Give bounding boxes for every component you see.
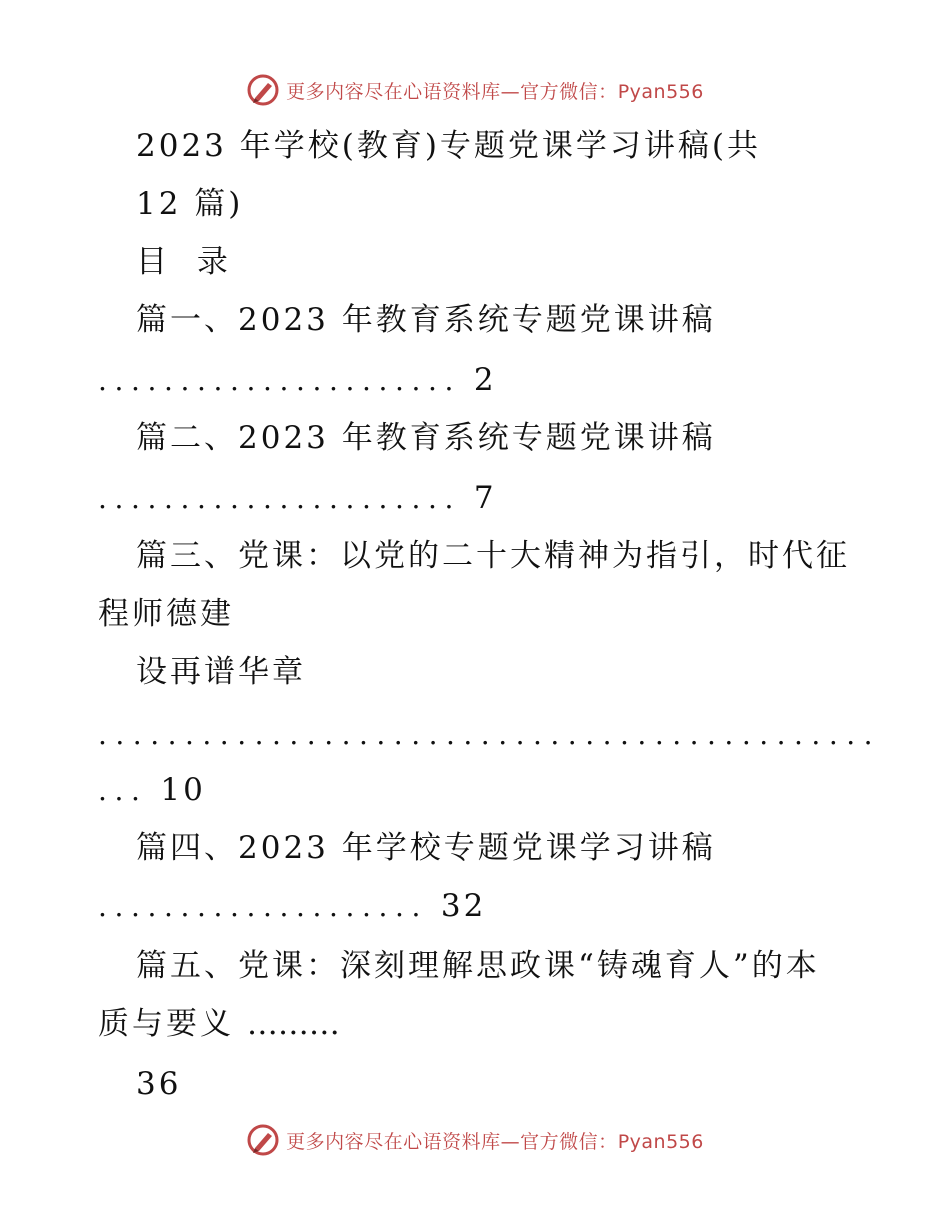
toc-entry-2-title: 篇二、2023 年教育系统专题党课讲稿 <box>136 420 716 456</box>
toc-entry-5-title-line1: 篇五、党课：深刻理解思政课“铸魂育人”的本 <box>136 948 820 984</box>
banner-separator: — <box>500 80 521 103</box>
toc-entry-4-page: 32 <box>440 888 487 924</box>
toc-heading: 目 录 <box>136 244 238 280</box>
footer-banner-wechat-id: Pyan556 <box>617 1130 704 1153</box>
toc-entry-4-leader-row <box>98 886 486 927</box>
toc-entry-1-title: 篇一、2023 年教育系统专题党课讲稿 <box>136 302 716 338</box>
toc-entry-3-title-line2: 程师德建 <box>98 596 234 632</box>
toc-entry-3-title-line3: 设再谱华章 <box>136 654 306 690</box>
toc-entry-3-title-line1: 篇三、党课：以党的二十大精神为指引，时代征 <box>136 538 850 574</box>
toc-entry-2-leader: ...................... <box>98 482 462 515</box>
toc-entry-5-page: 36 <box>136 1066 182 1102</box>
document-title-line2: 12 篇) <box>136 186 244 222</box>
toc-entry-5-leader: ……… <box>246 1006 340 1042</box>
banner-text <box>286 77 704 104</box>
toc-entry-3-leader-2: ... <box>98 774 148 807</box>
footer-banner-text <box>286 1127 704 1154</box>
toc-entry-3-leader-row2 <box>98 770 206 811</box>
banner-official: 官方微信： <box>520 80 618 103</box>
toc-entry-1-leader: ...................... <box>98 364 462 397</box>
footer-banner-separator: — <box>500 1130 521 1153</box>
footer-banner-title: 更多内容尽在心语资料库 <box>286 1130 501 1153</box>
toc-entry-1-page: 2 <box>473 362 497 398</box>
toc-entry-4-leader: .................... <box>98 890 429 923</box>
document-title-line1: 2023 年学校(教育)专题党课学习讲稿(共 <box>136 128 762 164</box>
toc-entry-3-page: 10 <box>160 772 206 808</box>
toc-entry-5-title-line2-row <box>98 1004 340 1044</box>
banner-title: 更多内容尽在心语资料库 <box>286 80 501 103</box>
header-banner <box>0 72 950 108</box>
toc-entry-2-leader-row <box>98 478 497 519</box>
toc-entry-3-leader-1: ............................................. <box>98 718 882 751</box>
toc-entry-3-leader-row1 <box>98 714 881 755</box>
footer-banner <box>0 1122 950 1158</box>
toc-entry-5-title-line2: 质与要义 <box>98 1006 234 1042</box>
pen-in-circle-logo-icon <box>246 1123 280 1157</box>
toc-entry-2-page: 7 <box>473 480 497 516</box>
pen-in-circle-logo-icon <box>246 73 280 107</box>
toc-entry-4-title: 篇四、2023 年学校专题党课学习讲稿 <box>136 830 716 866</box>
banner-wechat-id: Pyan556 <box>617 80 704 103</box>
footer-banner-official: 官方微信： <box>520 1130 618 1153</box>
toc-entry-1-leader-row <box>98 360 497 401</box>
